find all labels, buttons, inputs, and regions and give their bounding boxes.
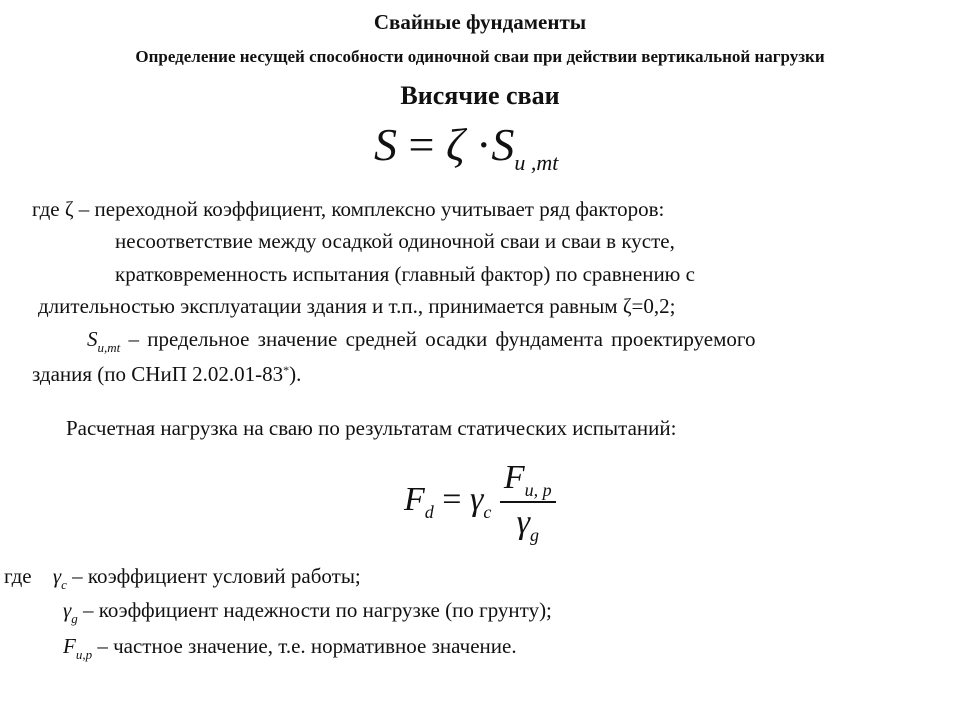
formula1-lhs: S — [374, 119, 397, 170]
snip-asterisk: * — [283, 363, 290, 377]
design-load-formula — [404, 458, 556, 545]
formula2-den-sub: g — [529, 524, 539, 545]
explanation2-item3 — [63, 636, 517, 661]
formula2-denominator — [500, 501, 556, 546]
explanation1-line1: где ζ – переходной коэффициент, комплексно учитывает ряд факторов: — [32, 197, 665, 221]
formula1-s: S — [491, 119, 515, 170]
gamma-g-text: – коэффициент надежности по нагрузке (по грунту); — [77, 598, 552, 622]
gamma-c-subscript: c — [61, 577, 67, 592]
formula2-gamma-sub: c — [483, 502, 492, 523]
formula2-num-symbol: F — [503, 459, 525, 496]
formula1-dot: · — [476, 119, 492, 170]
design-load-paragraph: Расчетная нагрузка на сваю по результатам статических испытаний: — [66, 416, 677, 440]
s-umt-symbol: S — [87, 327, 98, 351]
gamma-g-symbol: γ — [63, 598, 72, 622]
formula2-den-symbol: γ — [516, 503, 530, 541]
gamma-c-text: – коэффициент условий работы; — [66, 564, 361, 588]
section-heading: Висячие сваи — [400, 81, 560, 110]
explanation1-line3: кратковременность испытания (главный фактор) по сравнению с — [115, 262, 695, 286]
settlement-formula — [374, 119, 559, 175]
explanation2-item2 — [63, 600, 552, 625]
explanation2-item1 — [4, 566, 361, 591]
explanation1-line5 — [87, 329, 755, 354]
formula1-sub: u ,mt — [514, 150, 559, 175]
snip-text: здания (по СНиП 2.02.01-83 — [32, 362, 284, 386]
formula2-num-sub: u, p — [524, 480, 552, 500]
where-label: где — [4, 564, 32, 588]
formula1-eq: = — [408, 119, 435, 170]
formula2-eq: = — [442, 481, 462, 519]
explanation1-line4: длительностью эксплуатации здания и т.п., принимается равным ζ=0,2; — [38, 294, 676, 318]
f-up-text: – частное значение, т.е. нормативное значение. — [92, 634, 517, 658]
f-up-symbol: F — [63, 634, 76, 658]
formula2-lhs-group — [404, 480, 491, 523]
formula2-gamma: γ — [469, 481, 484, 519]
formula1-zeta: ζ — [445, 119, 465, 170]
f-up-subscript: u,p — [75, 647, 93, 662]
snip-end: ). — [289, 362, 302, 386]
slide-title: Свайные фундаменты — [373, 10, 587, 34]
formula2-lhs: F — [404, 481, 425, 519]
slide-subtitle: Определение несущей способности одиночной сваи при действии вертикальной нагрузки — [135, 47, 825, 66]
gamma-g-subscript: g — [71, 611, 78, 626]
explanation1-line2: несоответствие между осадкой одиночной сваи и сваи в кусте, — [115, 229, 675, 253]
formula2-numerator — [500, 458, 556, 501]
explanation1-line6 — [32, 364, 301, 385]
formula2-fraction — [500, 458, 556, 545]
s-umt-text: – предельное значение средней осадки фундамента проектируемого — [120, 327, 756, 351]
gamma-c-symbol: γ — [52, 564, 62, 588]
s-umt-subscript: u,mt — [97, 340, 121, 355]
formula2-lhs-sub: d — [424, 502, 434, 523]
